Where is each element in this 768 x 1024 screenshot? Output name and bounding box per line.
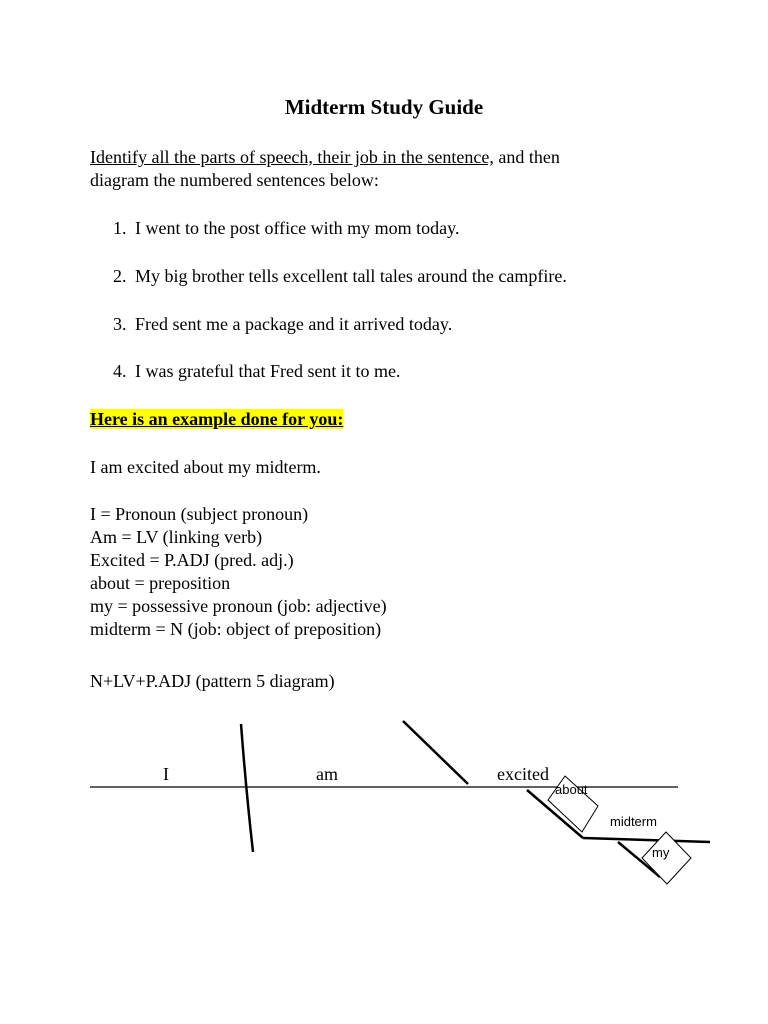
sentence-text: Fred sent me a package and it arrived today. (135, 314, 453, 334)
page-title: Midterm Study Guide (284, 95, 484, 119)
diagram-subject: I (163, 764, 169, 784)
sentence-number: 2. (113, 266, 127, 286)
diagram-predicate-adjective: excited (497, 764, 549, 784)
object-line (583, 838, 710, 842)
sentence-number: 1. (113, 218, 127, 238)
diagram-object: midterm (610, 814, 657, 829)
part-item: Am = LV (linking verb) (90, 527, 263, 547)
sentence-text: I went to the post office with my mom today. (135, 218, 460, 238)
sentence-text: I was grateful that Fred sent it to me. (135, 361, 401, 381)
diagram-verb: am (316, 764, 338, 784)
part-item: my = possessive pronoun (job: adjective) (90, 596, 387, 616)
part-item: midterm = N (job: object of preposition) (90, 619, 382, 639)
predicate-adjective-slash (403, 721, 468, 784)
diagram-preposition: about (555, 782, 588, 797)
subject-divider (241, 724, 253, 852)
instructions-line-2: diagram the numbered sentences below: (90, 170, 379, 190)
pattern-label: N+LV+P.ADJ (pattern 5 diagram) (90, 671, 335, 691)
part-item: I = Pronoun (subject pronoun) (90, 504, 309, 524)
sentence-number: 4. (113, 361, 127, 381)
instructions-rest: and then (493, 147, 560, 167)
example-heading-text: Here is an example done for you: (90, 409, 344, 429)
sentence-number: 3. (113, 314, 127, 334)
diagram-modifier: my (652, 845, 670, 860)
part-item: Excited = P.ADJ (pred. adj.) (90, 550, 294, 570)
part-item: about = preposition (90, 573, 231, 593)
example-sentence: I am excited about my midterm. (90, 457, 321, 477)
instructions-underlined: Identify all the parts of speech, their job in the sentence, (90, 147, 494, 167)
sentence-text: My big brother tells excellent tall tales around the campfire. (135, 266, 567, 286)
